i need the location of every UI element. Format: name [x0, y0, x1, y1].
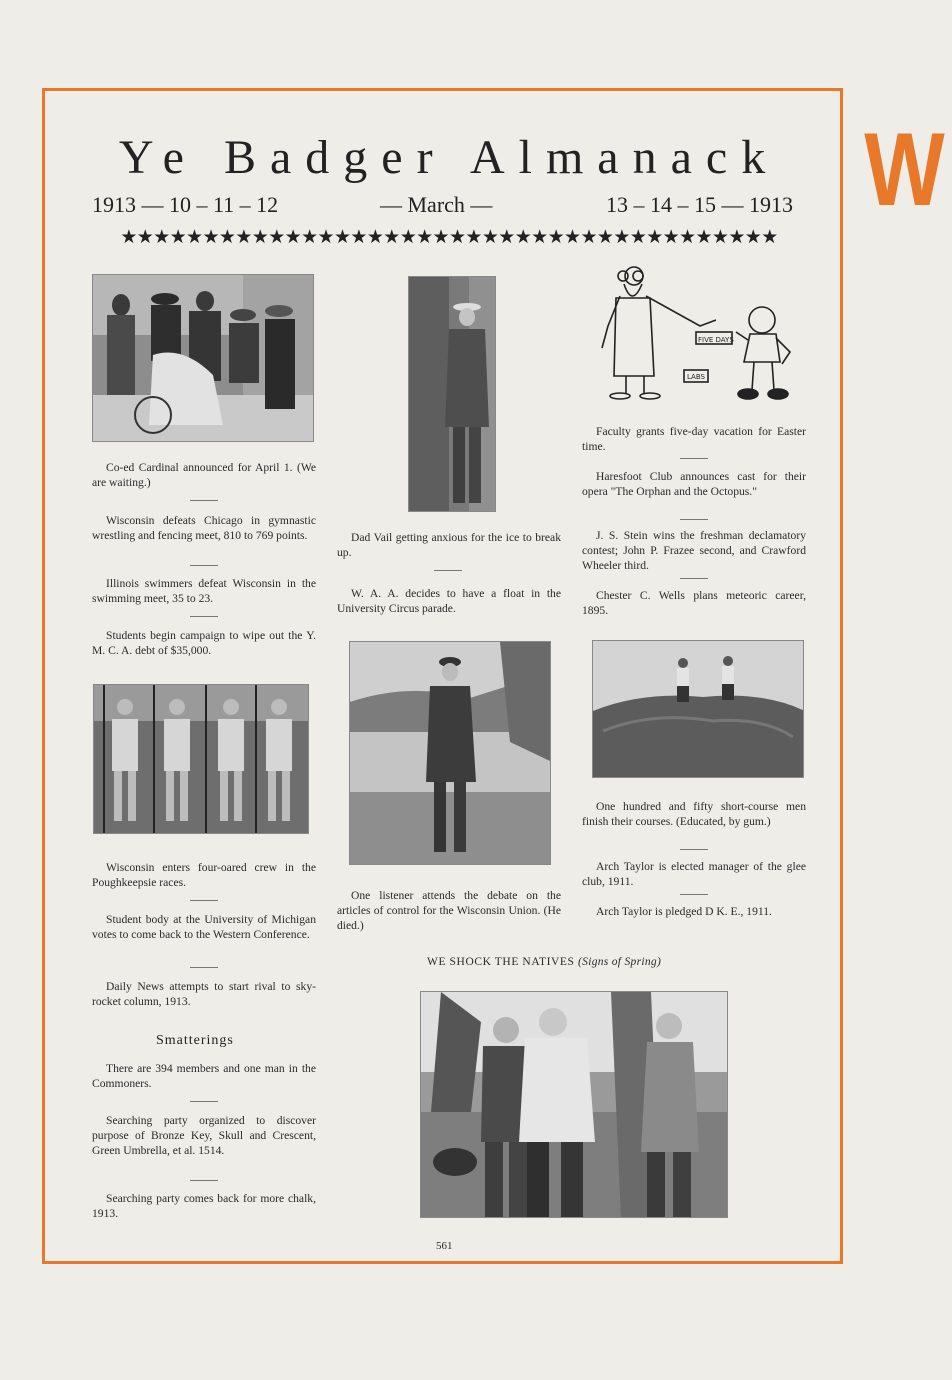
page-title: Ye Badger Almanack	[118, 131, 780, 184]
list-item: Haresfoot Club announces cast for their opera "The Orphan and the Octopus."	[582, 470, 806, 498]
divider	[680, 849, 708, 850]
list-item: Co-ed Cardinal announced for April 1. (We are waiting.)	[92, 461, 316, 489]
list-item: There are 394 members and one man in the Commoners.	[92, 1062, 316, 1090]
list-item: Students begin campaign to wipe out the Y. M. C. A. debt of $35,000.	[92, 629, 316, 657]
list-item: Student body at the University of Michigan votes to come back to the Western Conference.	[92, 913, 316, 941]
photo-haystack-men	[592, 640, 804, 778]
photo-dad-vail	[408, 276, 496, 512]
list-item: J. S. Stein wins the freshman declamatory contest; John P. Frazee second, and Crawford Wheeler third.	[582, 529, 806, 572]
star-border: ★★★★★★★★★★★★★★★★★★★★★★★★★★★★★★★★★★★★★★★★	[120, 226, 778, 248]
cartoon-faculty-vacation	[590, 262, 810, 412]
divider	[190, 500, 218, 501]
caption-sub: (Signs of Spring)	[578, 956, 662, 968]
list-item: One hundred and fifty short-course men finish their courses. (Educated, by gum.)	[582, 800, 806, 828]
smatterings-heading: Smatterings	[156, 1033, 234, 1048]
date-center: — March —	[380, 192, 493, 217]
divider	[434, 570, 462, 571]
caption-main: WE SHOCK THE NATIVES	[427, 956, 575, 968]
list-item: Illinois swimmers defeat Wisconsin in the swimming meet, 35 to 23.	[92, 577, 316, 605]
list-item: Dad Vail getting anxious for the ice to break up.	[337, 531, 561, 559]
date-right: 13 – 14 – 15 — 1913	[606, 192, 793, 217]
divider	[190, 900, 218, 901]
photo-caption	[427, 956, 661, 968]
photo-three-men	[420, 991, 728, 1218]
list-item: Faculty grants five-day vacation for Easter time.	[582, 425, 806, 453]
list-item: Arch Taylor is elected manager of the glee club, 1911.	[582, 860, 806, 888]
photo-four-oared-crew	[93, 684, 309, 834]
list-item: Chester C. Wells plans meteoric career, 1895.	[582, 589, 806, 617]
list-item: Searching party comes back for more chalk, 1913.	[92, 1192, 316, 1220]
divider	[680, 458, 708, 459]
photo-coeds-group	[92, 274, 314, 442]
list-item: One listener attends the debate on the articles of control for the Wisconsin Union. (He died.)	[337, 889, 561, 932]
list-item: Searching party organized to discover purpose of Bronze Key, Skull and Crescent, Green Umbrella, et al. 1514.	[92, 1114, 316, 1157]
divider	[190, 1180, 218, 1181]
divider	[680, 578, 708, 579]
list-item: Daily News attempts to start rival to sky-rocket column, 1913.	[92, 980, 316, 1008]
divider	[190, 565, 218, 566]
list-item: W. A. A. decides to have a float in the University Circus parade.	[337, 587, 561, 615]
section-tab-letter: W	[864, 112, 945, 228]
date-left: 1913 — 10 – 11 – 12	[92, 192, 279, 217]
list-item: Wisconsin defeats Chicago in gymnastic wrestling and fencing meet, 810 to 769 points.	[92, 514, 316, 542]
cartoon-sign-label: FIVE DAYS	[698, 336, 734, 344]
photo-man-by-lake	[349, 641, 551, 865]
list-item: Wisconsin enters four-oared crew in the Poughkeepsie races.	[92, 861, 316, 889]
divider	[190, 1101, 218, 1102]
divider	[190, 616, 218, 617]
list-item: Arch Taylor is pledged D K. E., 1911.	[596, 905, 772, 918]
divider	[680, 519, 708, 520]
divider	[190, 967, 218, 968]
page-number: 561	[436, 1240, 453, 1252]
divider	[680, 894, 708, 895]
cartoon-bag-label: LABS	[687, 373, 705, 381]
